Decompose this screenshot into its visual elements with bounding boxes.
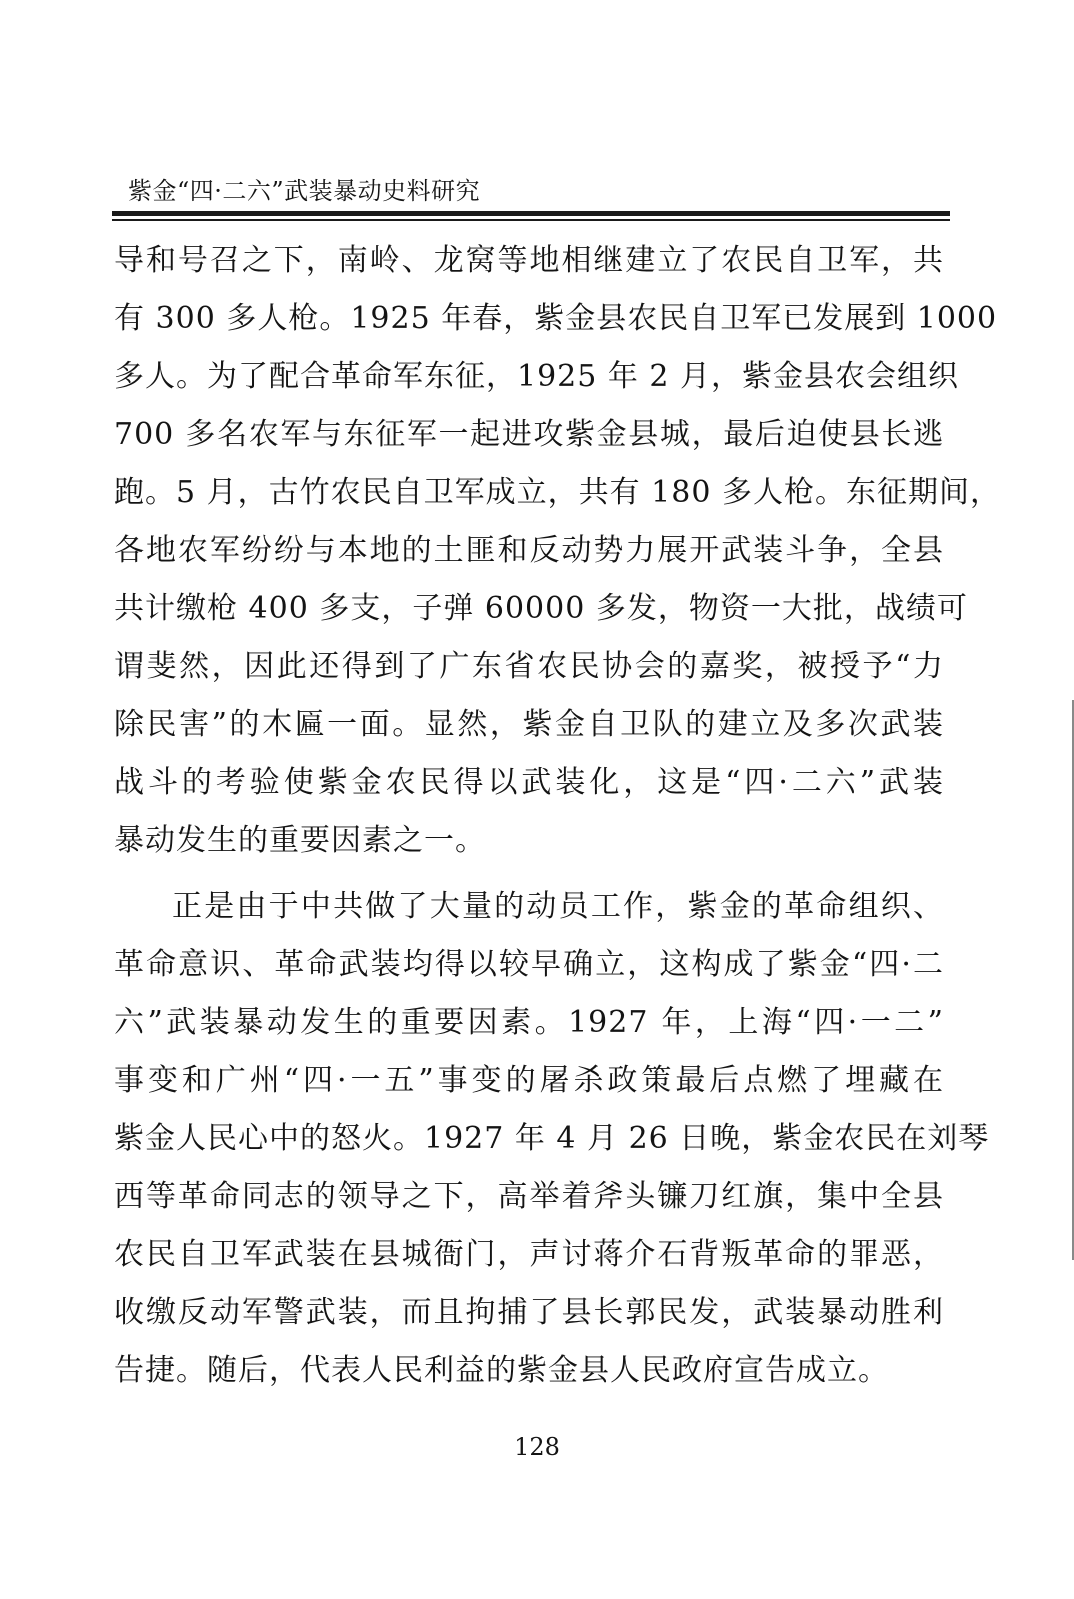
text-line: 革命意识、革命武装均得以较早确立，这构成了紫金“四·二 (114, 947, 944, 982)
running-head-title: 紫金“四·二六”武装暴动史料研究 (128, 177, 481, 205)
paragraph-gap (114, 870, 944, 878)
page-number: 128 (514, 1433, 560, 1461)
text-line: 有 300 多人枪。1925 年春，紫金县农民自卫军已发展到 1000 (114, 301, 998, 336)
text-line: 告捷。随后，代表人民利益的紫金县人民政府宣告成立。 (114, 1353, 889, 1388)
text-line: 事变和广州“四·一五”事变的屠杀政策最后点燃了埋藏在 (114, 1063, 944, 1098)
text-line: 西等革命同志的领导之下，高举着斧头镰刀红旗，集中全县 (114, 1179, 944, 1214)
paragraph-1 (114, 232, 1001, 870)
text-line: 共计缴枪 400 多支，子弹 60000 多发，物资一大批，战绩可 (114, 591, 968, 626)
text-line: 多人。为了配合革命军东征，1925 年 2 月，紫金县农会组织 (114, 359, 960, 394)
text-line: 正是由于中共做了大量的动员工作，紫金的革命组织、 (172, 889, 944, 924)
text-line: 收缴反动军警武装，而且拘捕了县长郭民发，武装暴动胜利 (114, 1295, 944, 1330)
text-line: 700 多名农军与东征军一起进攻紫金县城，最后迫使县长逃 (114, 417, 944, 452)
text-line: 六”武装暴动发生的重要因素。1927 年，上海“四·一二” (114, 1005, 944, 1040)
text-line: 紫金人民心中的怒火。1927 年 4 月 26 日晚，紫金农民在刘琴 (114, 1121, 990, 1156)
text-line: 暴动发生的重要因素之一。 (114, 823, 486, 858)
body-text (114, 232, 1001, 1400)
text-line: 各地农军纷纷与本地的土匪和反动势力展开武装斗争，全县 (114, 533, 944, 568)
text-line: 跑。5 月，古竹农民自卫军成立，共有 180 多人枪。东征期间， (114, 475, 1001, 510)
text-line: 谓斐然，因此还得到了广东省农民协会的嘉奖，被授予“力 (114, 649, 944, 684)
header-rule-thin (112, 219, 950, 221)
text-line: 导和号召之下，南岭、龙窝等地相继建立了农民自卫军，共 (114, 243, 944, 278)
paragraph-2 (114, 878, 990, 1400)
text-line: 农民自卫军武装在县城衙门，声讨蒋介石背叛革命的罪恶， (114, 1237, 944, 1272)
text-line: 除民害”的木匾一面。显然，紫金自卫队的建立及多次武装 (114, 707, 944, 742)
header-rule-thick (112, 211, 950, 216)
text-line: 战斗的考验使紫金农民得以武装化，这是“四·二六”武装 (114, 765, 944, 800)
